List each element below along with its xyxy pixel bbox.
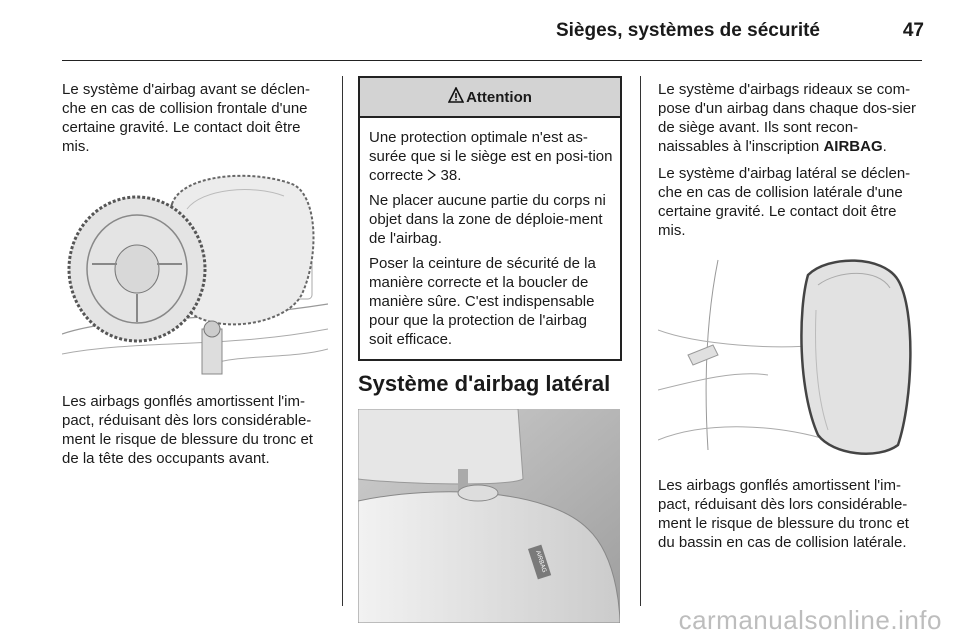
column-divider [342,76,343,606]
attention-paragraph: Ne placer aucune partie du corps ni objet dans la zone de déploie-ment de l'airbag. [369,192,606,247]
column-divider [640,76,641,606]
front-airbag-illustration [62,164,328,380]
column-middle [358,76,622,623]
svg-text:AIRBAG: AIRBAG [534,550,547,574]
paragraph-side-airbag-effect: Les airbags gonflés amortissent l'im-pact, réduisant dès lors considérable-ment le risque de blessure du tronc et du bassin en cas de collision latérale. [658,477,909,551]
paragraph-front-airbag-effect: Les airbags gonflés amortissent l'im-pact, réduisant dès lors considérable-ment le risque de blessure du tronc et de la tête des occupants avant. [62,393,313,467]
watermark: carmanualsonline.info [678,605,942,635]
paragraph-curtain-airbag [658,80,924,156]
arrow-reference-icon[interactable] [427,167,436,184]
paragraph-end: . [882,138,887,155]
attention-paragraph [369,128,614,185]
attention-header [360,78,620,118]
warning-triangle-icon [448,87,464,108]
section-title: Système d'airbag latéral [358,371,611,396]
attention-paragraph: Poser la ceinture de sécurité de la manière correcte et la boucler de manière sûre. C'est indispensable pour que la protection de l'airbag soit efficace. [369,255,596,348]
page-title: Sièges, systèmes de sécurité [555,20,820,41]
airbag-inscription: AIRBAG [823,138,883,155]
attention-text: Une protection optimale n'est as-surée que si le siège est en posi-tion correcte [369,129,613,184]
attention-body [360,118,620,359]
attention-box [358,76,622,361]
paragraph-side-airbag: Le système d'airbag latéral se déclen-che en cas de collision latérale d'une certaine gravité. Le contact doit être mis. [658,165,911,239]
seat-airbag-photo [358,409,620,623]
paragraph-text: Le système d'airbags rideaux se com-pose d'un airbag dans chaque dos-sier de siège avant. Ils sont recon-naissables à l'inscription [658,81,917,155]
column-left [62,80,328,476]
paragraph-front-airbag: Le système d'airbag avant se déclen-che en cas de collision frontale d'une certaine gravité. Le contact doit être mis. [62,81,311,155]
page-reference[interactable]: 38. [436,167,462,184]
side-airbag-illustration [658,250,920,462]
header-divider [62,60,922,61]
attention-heading: Attention [466,88,532,106]
column-right [658,80,924,560]
page-number: 47 [902,20,924,41]
